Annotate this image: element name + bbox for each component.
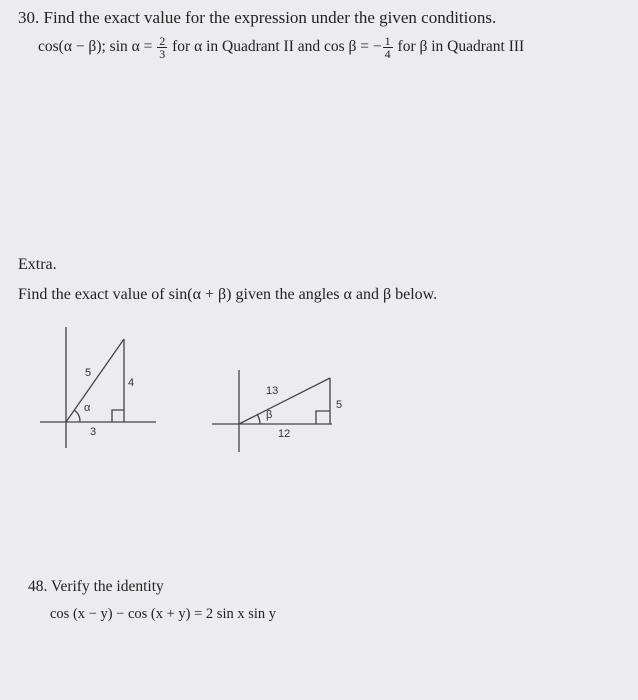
problem-48-identity: cos (x − y) − cos (x + y) = 2 sin x sin y: [50, 606, 277, 622]
beta-angle-label: β: [266, 409, 273, 421]
beta-hyp-label: 13: [266, 385, 279, 397]
expr-end: for β in Quadrant III: [393, 38, 525, 56]
expr-mid: for α in Quadrant II and cos β = −: [168, 38, 382, 56]
beta-angle-arc: [257, 414, 260, 424]
alpha-adj-label: 3: [90, 426, 97, 438]
extra-prompt: Find the exact value of sin(α + β) given the angles α and β below.: [18, 286, 438, 303]
triangle-alpha: [40, 327, 156, 448]
problem-48-heading: 48. Verify the identity: [28, 578, 164, 595]
beta-opp-label: 5: [336, 399, 343, 411]
beta-right-angle: [316, 411, 330, 424]
alpha-hyp-label: 5: [85, 367, 92, 379]
sin-numerator: 2: [159, 34, 166, 48]
expr-start: cos(α − β); sin α =: [38, 38, 157, 56]
alpha-opp-label: 4: [128, 377, 135, 389]
alpha-right-angle: [112, 410, 124, 422]
problem-30-heading: 30. Find the exact value for the expression under the given conditions.: [18, 8, 497, 27]
beta-adj-label: 12: [278, 428, 291, 440]
cos-denominator: 4: [384, 47, 391, 61]
cos-numerator: 1: [384, 34, 391, 48]
alpha-angle-label: α: [84, 402, 91, 414]
extra-label: Extra.: [18, 256, 57, 273]
alpha-angle-arc: [74, 410, 80, 422]
sin-denominator: 3: [159, 47, 166, 61]
